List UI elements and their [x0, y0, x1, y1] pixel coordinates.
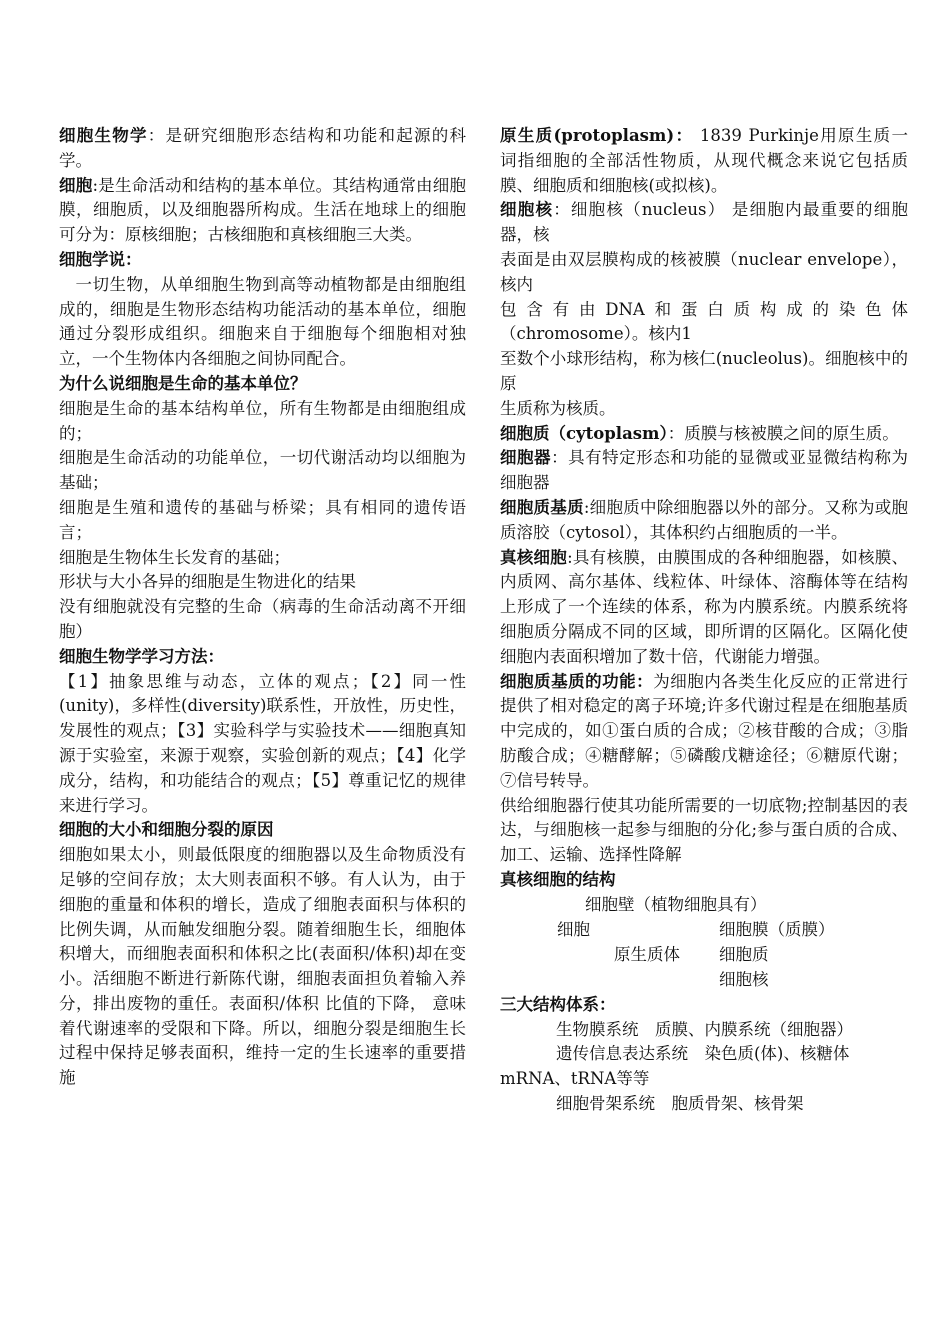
- why-item: 细胞是生殖和遗传的基础与桥梁；具有相同的遗传语言；: [59, 497, 466, 542]
- left-column: [59, 124, 466, 1091]
- matrix-definition: 细胞质基质:细胞质中除细胞器以外的部分。又称为或胞质溶胶（cytosol），其体积约占细胞质的一半。: [500, 497, 908, 542]
- why-item: 细胞是生命的基本结构单位，所有生物都是由细胞组成的；: [59, 398, 466, 443]
- protoplasm-term: 原生质(protoplasm)：: [500, 126, 694, 145]
- structure-diagram: [500, 893, 908, 993]
- structure-wall: 细胞壁（植物细胞具有）: [585, 894, 767, 914]
- organelle-definition: 细胞器：具有特定形态和功能的显微或亚显微结构称为细胞器: [500, 448, 909, 493]
- system-item: 遗传信息表达系统 染色质(体)、核糖体: [556, 1044, 850, 1064]
- structure-heading: 真核细胞的结构: [500, 869, 616, 889]
- nucleus-line: 包含有由DNA和蛋白质构成的染色体（chromosome）。核内1: [500, 299, 908, 344]
- nucleus-term: 细胞核: [500, 200, 554, 220]
- cell-theory-heading: 细胞学说：: [59, 249, 142, 269]
- matrix-function: 细胞质基质的功能：为细胞内各类生化反应的正常进行提供了相对稳定的离子环境;许多代谢过程是在细胞基质中完成的，如①蛋白质的合成；②核苷酸的合成；③脂肪酸合成；④糖酵解；⑤磷酸戊糖途径；⑥糖原代谢；⑦信号转导。: [500, 671, 909, 790]
- organelle-term: 细胞器: [500, 448, 552, 468]
- system-item: 生物膜系统 质膜、内膜系统（细胞器）: [556, 1019, 853, 1039]
- cell-theory-text: 一切生物，从单细胞生物到高等动植物都是由细胞组成的，细胞是生物形态结构功能活动的基本单位，细胞通过分裂形成组织。细胞来自于细胞每个细胞相对独立，一个生物体内各细胞之间协同配合。: [59, 274, 466, 369]
- size-heading: 细胞的大小和细胞分裂的原因: [59, 820, 274, 840]
- systems-heading: 三大结构体系：: [500, 994, 616, 1014]
- nucleus-definition: 细胞核：细胞核（nucleus） 是细胞内最重要的细胞器，核: [500, 200, 908, 245]
- matrix-function-more: 供给细胞器行使其功能所需要的一切底物;控制基因的表达，与细胞核一起参与细胞的分化;参与蛋白质的合成、加工、运输、选择性降解: [500, 795, 908, 865]
- method-heading: 细胞生物学学习方法：: [59, 646, 224, 666]
- system-item: 细胞骨架系统 胞质骨架、核骨架: [556, 1093, 804, 1113]
- matrix-function-term: 细胞质基质的功能：: [500, 671, 654, 691]
- structure-protoplast: 原生质体: [614, 944, 680, 964]
- nucleus-line: 生质称为核质。: [500, 398, 616, 418]
- eukaryote-term: 真核细胞: [500, 547, 568, 567]
- cytoplasm-definition: 细胞质（cytoplasm）：质膜与核被膜之间的原生质。: [500, 423, 899, 443]
- structure-membrane: 细胞膜（质膜）: [719, 919, 835, 939]
- why-heading: 为什么说细胞是生命的基本单位？: [59, 373, 307, 393]
- right-column: [500, 124, 908, 1117]
- why-item: 细胞是生物体生长发育的基础；: [59, 547, 290, 567]
- why-item: 没有细胞就没有完整的生命（病毒的生命活动离不开细胞）: [59, 597, 466, 641]
- cell-term: 细胞: [59, 175, 93, 195]
- eukaryote-definition: 真核细胞:具有核膜，由膜围成的各种细胞器，如核膜、内质网、高尔基体、线粒体、叶绿体、溶酶体等在结构上形成了一个连续的体系，称为内膜系统。内膜系统将细胞质分隔成不同的区域，即所谓的区隔化。区隔化使细胞内表面积增加了数十倍，代谢能力增强。: [500, 547, 909, 666]
- nucleus-line: 表面是由双层膜构成的核被膜（nuclear envelope），核内: [500, 249, 908, 294]
- matrix-term: 细胞质基质: [500, 497, 584, 517]
- nucleus-line: 至数个小球形结构，称为核仁(nucleolus)。细胞核中的原: [500, 349, 908, 393]
- structure-cytoplasm: 细胞质: [719, 944, 769, 964]
- cell-biology-term: 细胞生物学: [59, 126, 148, 145]
- protoplasm-definition: 原生质(protoplasm)： 1839 Purkinje用原生质一词指细胞的全部活性物质，从现代概念来说它包括质膜、细胞质和细胞核(或拟核)。: [500, 126, 908, 195]
- method-text: 【1】抽象思维与动态，立体的观点；【2】同一性(unity)，多样性(diversity)联系性，开放性，历史性，发展性的观点；【3】实验科学与实验技术——细胞真知源于实验室，来源于观察，实验创新的观点；【4】化学成分，结构，和功能结合的观点；【5】尊重记忆的规律来进行学习。: [59, 671, 466, 815]
- cell-definition: 细胞:是生命活动和结构的基本单位。其结构通常由细胞膜，细胞质，以及细胞器所构成。生活在地球上的细胞可分为：原核细胞；古核细胞和真核细胞三大类。: [59, 175, 466, 245]
- structure-nucleus: 细胞核: [719, 969, 769, 989]
- cell-biology-definition: 细胞生物学：是研究细胞形态结构和功能和起源的科学。: [59, 126, 466, 170]
- size-text: 细胞如果太小，则最低限度的细胞器以及生命物质没有足够的空间存放；太大则表面积不够。有人认为，由于细胞的重量和体积的增长，造成了细胞表面积与体积的比例失调，从而触发细胞分裂。随着细胞生长，细胞体积增大，而细胞表面积和体积之比(表面积/体积)却在变小。活细胞不断进行新陈代谢，细胞表面担负着输入养分，排出废物的重任。表面积/体积 比值的下降， 意味着代谢速率的受限和下降。所以，细胞分裂是细胞生长过程中保持足够表面积，维持一定的生长速率的重要措施: [59, 845, 466, 1088]
- system-item-continued: mRNA、tRNA等等: [500, 1069, 650, 1089]
- cytoplasm-term: 细胞质（cytoplasm）: [500, 423, 668, 443]
- why-item: 形状与大小各异的细胞是生物进化的结果: [59, 572, 356, 592]
- structure-cell: 细胞: [557, 919, 590, 939]
- why-item: 细胞是生命活动的功能单位，一切代谢活动均以细胞为基础；: [59, 448, 466, 493]
